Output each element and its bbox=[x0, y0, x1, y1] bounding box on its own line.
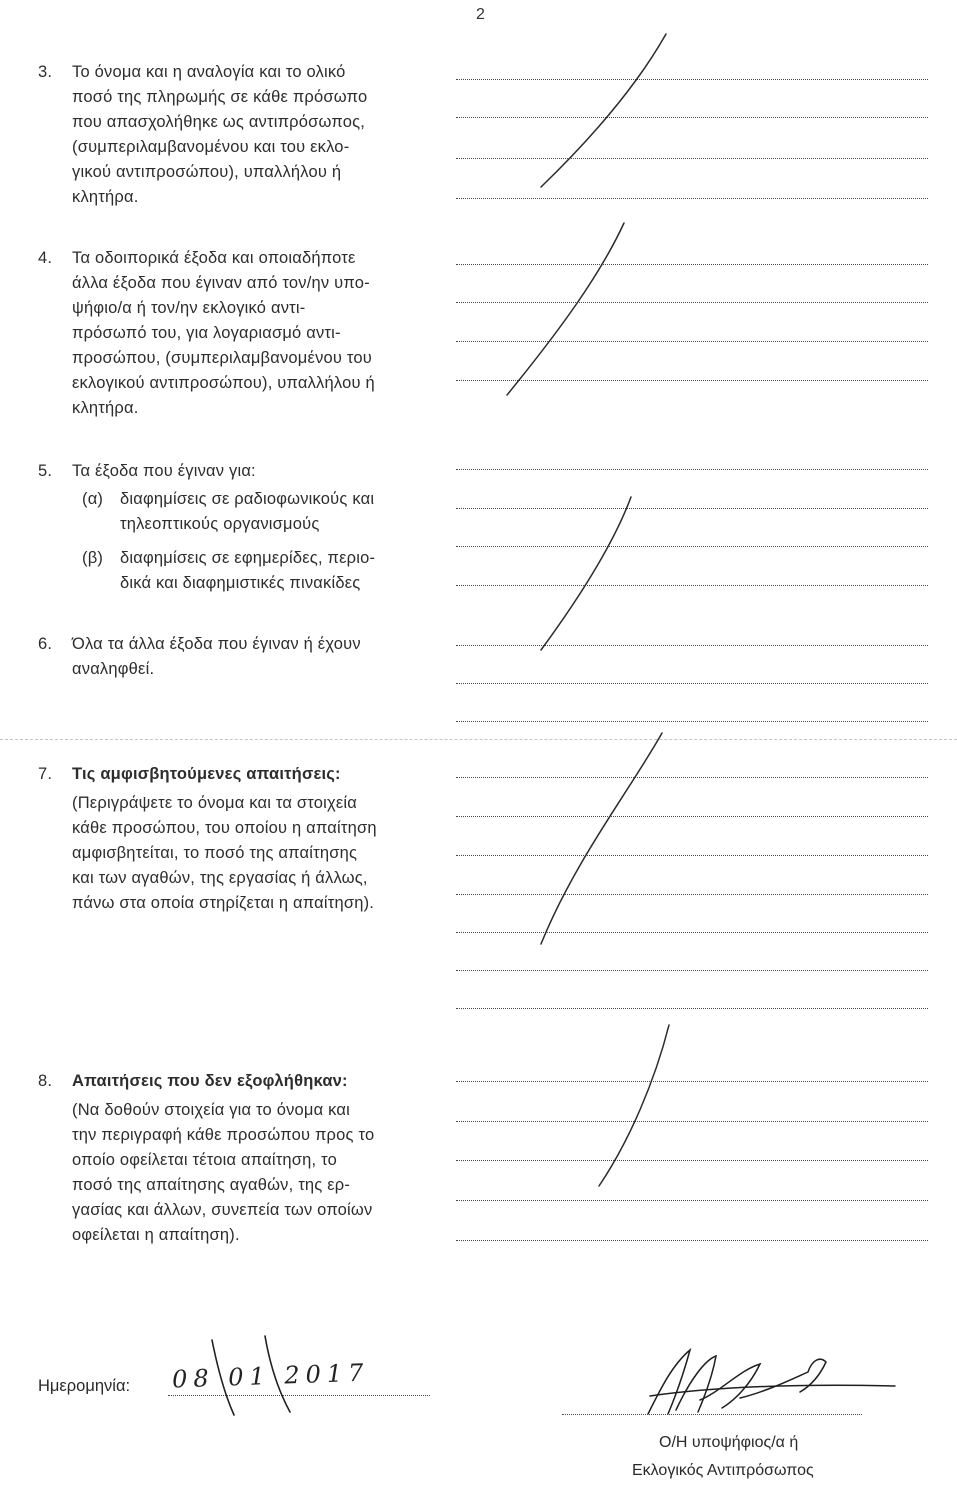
item-text-line: εκλογικού αντιπροσώπου), υπαλλήλου ή bbox=[72, 374, 375, 392]
item-text-line: Όλα τα άλλα έξοδα που έγιναν ή έχουν bbox=[72, 635, 361, 653]
subitem-text-line: δικά και διαφημιστικές πινακίδες bbox=[120, 574, 361, 592]
item-text-line: Το όνομα και η αναλογία και το ολικό bbox=[72, 63, 346, 81]
item-heading: Τα έξοδα που έγιναν για: bbox=[72, 462, 256, 480]
item-number: 6. bbox=[38, 635, 53, 653]
item-text-line: (συμπεριλαμβανομένου και του εκλο- bbox=[72, 138, 350, 156]
subitem-text-line: διαφημίσεις σε εφημερίδες, περιο- bbox=[120, 549, 376, 567]
item-text-line: κάθε προσώπου, του οποίου η απαίτηση bbox=[72, 819, 377, 837]
item-text-line: και των αγαθών, της εργασίας ή άλλως, bbox=[72, 869, 368, 887]
item-text-line: αναληφθεί. bbox=[72, 660, 155, 678]
item-number: 7. bbox=[38, 765, 53, 783]
item-number: 4. bbox=[38, 249, 53, 267]
item-text-line: Τα οδοιπορικά έξοδα και οποιαδήποτε bbox=[72, 249, 356, 267]
subitem-text-line: διαφημίσεις σε ραδιοφωνικούς και bbox=[120, 490, 375, 508]
item-text-line: ποσό της απαίτησης αγαθών, της ερ- bbox=[72, 1176, 351, 1194]
subitem-text-line: τηλεοπτικούς οργανισμούς bbox=[120, 515, 320, 533]
subitem-label: (β) bbox=[82, 549, 104, 567]
handwritten-date: 08 01 2017 bbox=[171, 1358, 370, 1394]
page-number: 2 bbox=[476, 6, 485, 23]
item-heading: Τις αμφισβητούμενες απαιτήσεις: bbox=[72, 765, 341, 783]
item-number: 8. bbox=[38, 1072, 53, 1090]
item-text-line: αμφισβητείται, το ποσό της απαίτησης bbox=[72, 844, 358, 862]
item-text-line: οποίο οφείλεται τέτοια απαίτηση, το bbox=[72, 1151, 337, 1169]
signature-role-line-1: Ο/Η υποψήφιος/α ή bbox=[659, 1434, 799, 1451]
signature-line bbox=[562, 1414, 862, 1415]
signature-role-line-2: Εκλογικός Αντιπρόσωπος bbox=[632, 1462, 814, 1479]
item-text-line: την περιγραφή κάθε προσώπου προς το bbox=[72, 1126, 375, 1144]
item-text-line: κλητήρα. bbox=[72, 399, 139, 417]
item-text-line: κλητήρα. bbox=[72, 188, 139, 206]
item-text-line: προσώπου, (συμπεριλαμβανομένου του bbox=[72, 349, 372, 367]
item-text-line: οφείλεται η απαίτηση). bbox=[72, 1226, 240, 1244]
item-text-line: που απασχολήθηκε ως αντιπρόσωπος, bbox=[72, 113, 366, 131]
item-text-line: ποσό της πληρωμής σε κάθε πρόσωπο bbox=[72, 88, 368, 106]
item-text-line: πάνω στα οποία στηρίζεται η απαίτηση). bbox=[72, 894, 375, 912]
item-text-line: γασίας και άλλων, συνεπεία των οποίων bbox=[72, 1201, 373, 1219]
date-label: Ημερομηνία: bbox=[38, 1377, 131, 1395]
subitem-label: (α) bbox=[82, 490, 104, 508]
item-text-line: γικού αντιπροσώπου), υπαλλήλου ή bbox=[72, 163, 342, 181]
item-text-line: (Περιγράψετε το όνομα και τα στοιχεία bbox=[72, 794, 358, 812]
item-number: 3. bbox=[38, 63, 53, 81]
item-number: 5. bbox=[38, 462, 53, 480]
item-text-line: ψήφιο/α ή τον/ην εκλογικό αντι- bbox=[72, 299, 306, 317]
item-text-line: (Να δοθούν στοιχεία για το όνομα και bbox=[72, 1101, 350, 1119]
item-text-line: άλλα έξοδα που έγιναν από τον/ην υπο- bbox=[72, 274, 370, 292]
item-text-line: πρόσωπό του, για λογαριασμό αντι- bbox=[72, 324, 341, 342]
item-heading: Απαιτήσεις που δεν εξοφλήθηκαν: bbox=[72, 1072, 348, 1090]
